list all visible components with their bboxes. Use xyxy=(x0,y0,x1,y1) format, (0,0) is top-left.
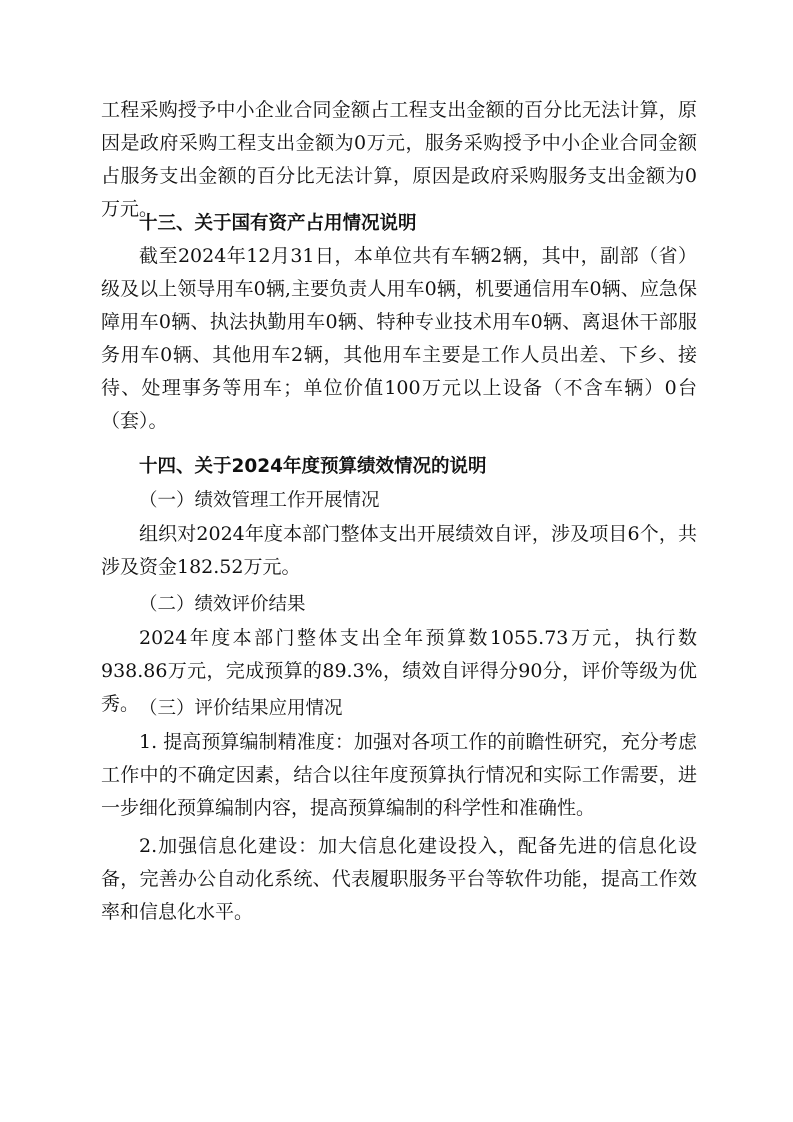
list-item-1: 1. 提高预算编制精准度：加强对各项工作的前瞻性研究，充分考虑工作中的不确定因素，结合以往年度预算执行情况和实际工作需要，进一步细化预算编制内容，提高预算编制的科学性和准确性。 xyxy=(101,731,697,819)
section-13-body: 截至2024年12月31日，本单位共有车辆2辆，其中，副部（省）级及以上领导用车0辆,主要负责人用车0辆，机要通信用车0辆、应急保障用车0辆、执法执勤用车0辆、特种专业技术用车0辆、离退休干部服务用车0辆、其他用车2辆，其他用车主要是工作人员出差、下乡、接待、处理事务等用车；单位价值100万元以上设备（不含车辆）0台（套）。 xyxy=(101,245,697,432)
section-13-heading: 十三、关于国有资产占用情况说明 xyxy=(139,213,417,234)
subsection-2-heading: （二）绩效评价结果 xyxy=(139,594,306,615)
section-14-heading: 十四、关于2024年度预算绩效情况的说明 xyxy=(139,456,487,477)
subsection-3-heading: （三）评价结果应用情况 xyxy=(139,698,343,719)
intro-paragraph: 工程采购授予中小企业合同金额占工程支出金额的百分比无法计算，原因是政府采购工程支出金额为0万元，服务采购授予中小企业合同金额占服务支出金额的百分比无法计算，原因是政府采购服务支出金额为0万元。 xyxy=(101,99,697,220)
subsection-1-heading: （一）绩效管理工作开展情况 xyxy=(139,490,380,511)
subsection-1-body: 组织对2024年度本部门整体支出开展绩效自评，涉及项目6个，共涉及资金182.52万元。 xyxy=(101,523,697,578)
subsection-2-body: 2024年度本部门整体支出全年预算数1055.73万元，执行数938.86万元，完成预算的89.3%，绩效自评得分90分，评价等级为优秀。 xyxy=(101,627,697,715)
list-item-2: 2.加强信息化建设：加大信息化建设投入，配备先进的信息化设备，完善办公自动化系统、代表履职服务平台等软件功能，提高工作效率和信息化水平。 xyxy=(101,835,697,923)
